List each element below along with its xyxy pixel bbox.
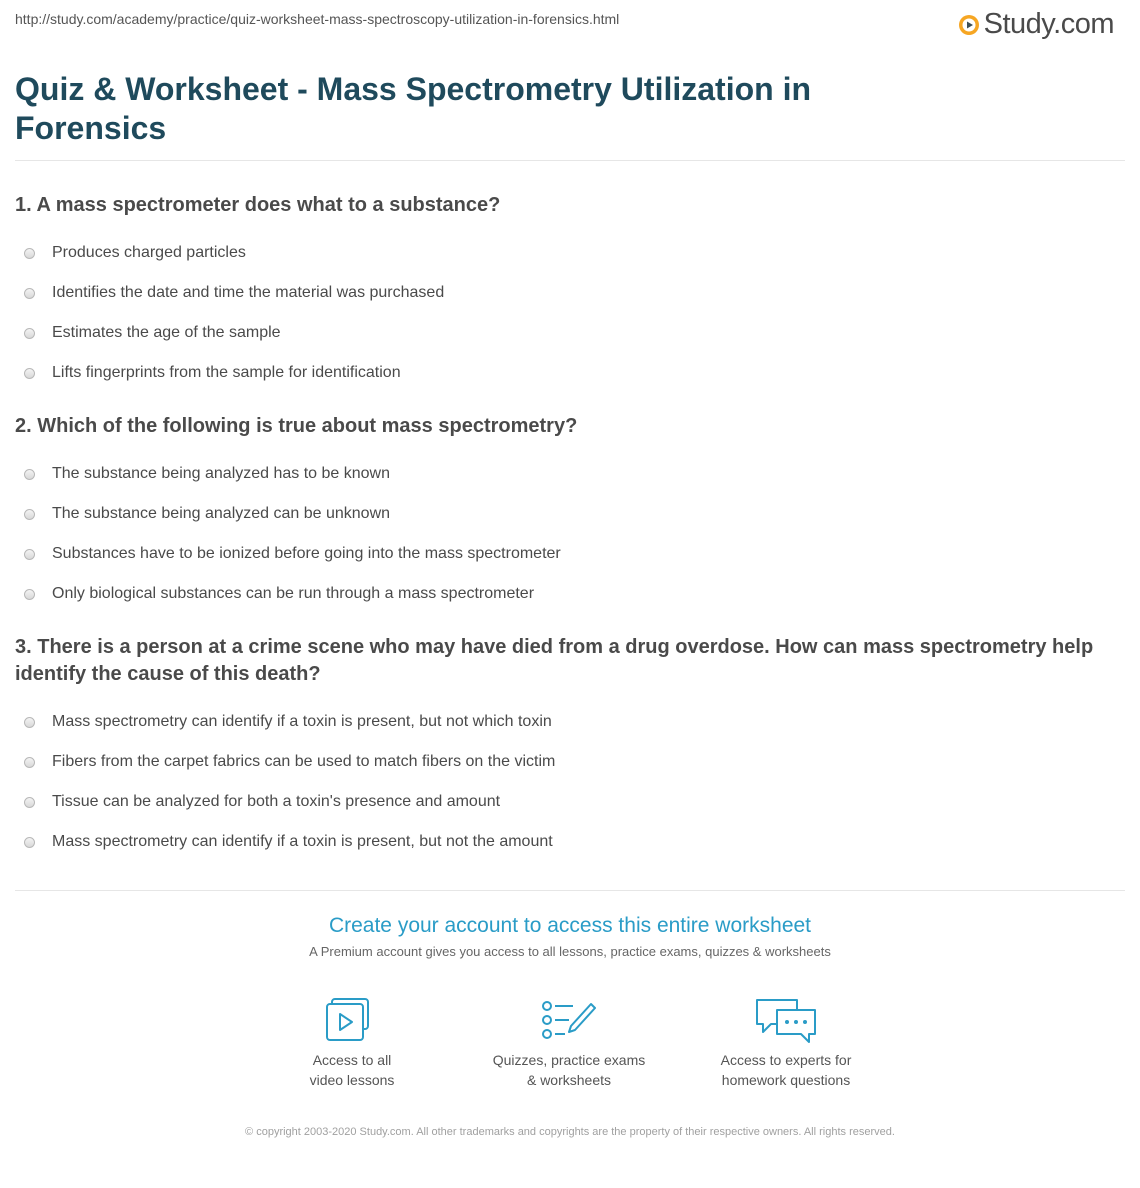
divider bbox=[15, 160, 1125, 161]
quiz-checklist-icon bbox=[539, 996, 599, 1044]
page-title: Quiz & Worksheet - Mass Spectrometry Utilization in Forensics bbox=[15, 71, 811, 146]
choice-label: Produces charged particles bbox=[52, 244, 246, 261]
study-logo[interactable] bbox=[958, 8, 1114, 41]
radio-button[interactable] bbox=[24, 288, 35, 299]
cta-subtitle: A Premium account gives you access to all lessons, practice exams, quizzes & worksheets bbox=[309, 944, 831, 959]
answer-choice[interactable] bbox=[15, 494, 1125, 534]
radio-button[interactable] bbox=[24, 797, 35, 808]
choice-label: The substance being analyzed has to be known bbox=[52, 465, 391, 482]
answer-choice[interactable] bbox=[15, 313, 1125, 353]
logo-text: Study.com bbox=[983, 8, 1114, 40]
choice-label: Only biological substances can be run through a mass spectrometer bbox=[52, 585, 535, 602]
signup-cta bbox=[0, 914, 1140, 959]
chat-bubbles-icon bbox=[753, 996, 819, 1044]
choice-label: Estimates the age of the sample bbox=[52, 324, 281, 341]
feature-quizzes bbox=[479, 996, 659, 1090]
answer-choice[interactable] bbox=[15, 782, 1125, 822]
question-text: 2. Which of the following is true about mass spectrometry? bbox=[15, 415, 578, 437]
choice-label: Mass spectrometry can identify if a toxin is present, but not which toxin bbox=[52, 713, 552, 730]
question-list bbox=[15, 192, 1125, 862]
top-bar bbox=[0, 0, 1140, 50]
play-circle-icon bbox=[958, 14, 980, 36]
question-2 bbox=[15, 413, 1125, 614]
radio-button[interactable] bbox=[24, 509, 35, 520]
answer-choice[interactable] bbox=[15, 574, 1125, 614]
radio-button[interactable] bbox=[24, 757, 35, 768]
radio-button[interactable] bbox=[24, 589, 35, 600]
question-3 bbox=[15, 634, 1125, 862]
feature-line: & worksheets bbox=[526, 1072, 612, 1088]
feature-line: video lessons bbox=[309, 1072, 395, 1088]
answer-choice[interactable] bbox=[15, 534, 1125, 574]
choice-label: The substance being analyzed can be unknown bbox=[52, 505, 391, 522]
question-1 bbox=[15, 192, 1125, 393]
feature-line: Access to all bbox=[312, 1052, 392, 1068]
answer-choice[interactable] bbox=[15, 454, 1125, 494]
answer-choice[interactable] bbox=[15, 702, 1125, 742]
choice-label: Fibers from the carpet fabrics can be used to match fibers on the victim bbox=[52, 753, 556, 770]
feature-line: Quizzes, practice exams bbox=[492, 1052, 646, 1068]
radio-button[interactable] bbox=[24, 469, 35, 480]
question-text: 3. There is a person at a crime scene who may have died from a drug overdose. How can mass spectrometry help identify the cause of this death? bbox=[15, 636, 1094, 685]
feature-video-lessons bbox=[262, 996, 442, 1090]
radio-button[interactable] bbox=[24, 368, 35, 379]
answer-choice[interactable] bbox=[15, 233, 1125, 273]
radio-button[interactable] bbox=[24, 549, 35, 560]
feature-line: Access to experts for bbox=[720, 1052, 852, 1068]
divider bbox=[15, 890, 1125, 891]
radio-button[interactable] bbox=[24, 328, 35, 339]
choice-label: Identifies the date and time the material was purchased bbox=[52, 284, 445, 301]
feature-experts bbox=[696, 996, 876, 1090]
choice-label: Mass spectrometry can identify if a toxin is present, but not the amount bbox=[52, 833, 553, 850]
answer-choice[interactable] bbox=[15, 742, 1125, 782]
answer-choice[interactable] bbox=[15, 822, 1125, 862]
answer-choices bbox=[15, 702, 1125, 862]
radio-button[interactable] bbox=[24, 837, 35, 848]
answer-choices bbox=[15, 233, 1125, 393]
radio-button[interactable] bbox=[24, 717, 35, 728]
cta-link[interactable]: Create your account to access this entire worksheet bbox=[328, 914, 812, 937]
copyright-footer: © copyright 2003-2020 Study.com. All other trademarks and copyrights are the property of their respective owners. All rights reserved. bbox=[245, 1126, 895, 1138]
choice-label: Substances have to be ionized before going into the mass spectrometer bbox=[52, 545, 561, 562]
radio-button[interactable] bbox=[24, 248, 35, 259]
answer-choice[interactable] bbox=[15, 273, 1125, 313]
feature-line: homework questions bbox=[721, 1072, 851, 1088]
answer-choices bbox=[15, 454, 1125, 614]
video-lessons-icon bbox=[322, 996, 382, 1044]
choice-label: Lifts fingerprints from the sample for identification bbox=[52, 364, 401, 381]
answer-choice[interactable] bbox=[15, 353, 1125, 393]
choice-label: Tissue can be analyzed for both a toxin's presence and amount bbox=[52, 793, 501, 810]
question-text: 1. A mass spectrometer does what to a substance? bbox=[15, 194, 501, 216]
page-url: http://study.com/academy/practice/quiz-worksheet-mass-spectroscopy-utilization-in-forensics.html bbox=[15, 11, 620, 27]
